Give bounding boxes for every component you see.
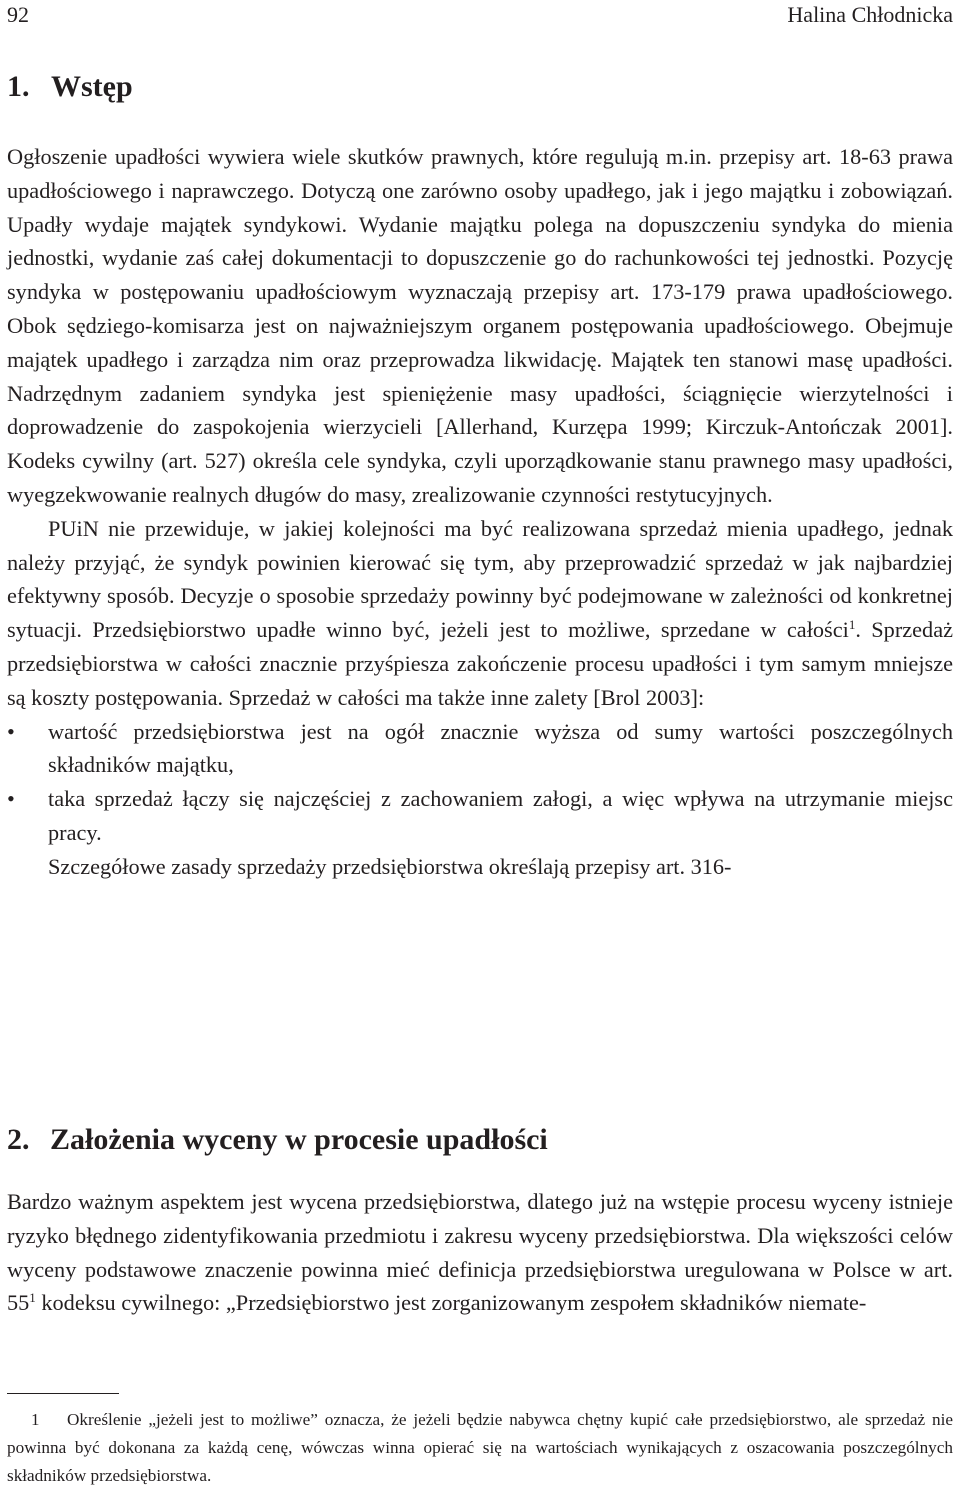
list-item-text: taka sprzedaż łączy się najczęściej z zachowaniem załogi, a więc wpływa na utrzymanie miejsc pracy. — [48, 786, 953, 845]
bullet-icon: • — [7, 786, 15, 812]
paragraph-2-text-a: PUiN nie przewiduje, w jakiej kolejności ma być realizowana sprzedaż mienia upadłego, jednak należy przyjąć, że syndyk powinien kierować się tym, aby przeprowadzić sprzedaż w jak najbardziej efektywny sposób. Decyzje o sposobie sprzedaży powinny być podejmowane w zależności od konkretnej sytuacji. Przedsiębiorstwo upadłe winno być, jeżeli jest to możliwe, sprzedane w całości — [7, 515, 953, 643]
bullet-icon: • — [7, 718, 15, 744]
list-item — [7, 782, 953, 850]
list-item-text: wartość przedsiębiorstwa jest na ogół znacznie wyższa od sumy wartości poszczególnych składników majątku, — [48, 718, 953, 778]
section-1-paragraph-2 — [7, 512, 953, 715]
section-2-paragraph-1 — [7, 1185, 953, 1320]
running-head — [7, 2, 953, 28]
footnote-marker: 1 — [31, 1410, 40, 1429]
section-1-heading — [7, 70, 133, 104]
article-superscript: 1 — [29, 1290, 36, 1306]
footnote — [7, 1406, 953, 1491]
section-1-paragraph-1: Ogłoszenie upadłości wywiera wiele skutków prawnych, które regulują m.in. przepisy art. 18-63 prawa upadłościowego i naprawczego. Dotyczą one zarówno osoby upadłego, jak i jego majątku i zobowiązań. Upadły wydaje majątek syndykowi. Wydanie majątku polega na dopuszczeniu syndyka do mienia jednostki, wydanie zaś całej dokumentacji to dopuszczenie go do rachunkowości tej jednostki. Pozycję syndyka w postępowaniu upadłościowym wyznaczają przepisy art. 173-179 prawa upadłościowego. Obok sędziego-komisarza jest on najważniejszym organem postępowania upadłościowego. Obejmuje majątek upadłego i zarządza nim oraz przeprowadza likwidację. Majątek ten stanowi masę upadłości. Nadrzędnym zadaniem syndyka jest spieniężenie masy upadłości, ściągnięcie wierzytelności i doprowadzenie do zaspokojenia wierzycieli [Allerhand, Kurzępa 1999; Kirczuk-Antończak 2001]. Kodeks cywilny (art. 527) określa cele syndyka, czyli uporządkowanie stanu prawnego masy upadłości, wyegzekwowanie realnych długów do masy, zrealizowanie czynności restytucyjnych. — [7, 144, 953, 507]
section-2-heading — [7, 1123, 548, 1157]
page-number: 92 — [7, 2, 29, 27]
section-2-text-b: kodeksu cywilnego: „Przedsiębiorstwo jest zorganizowanym zespołem składników niemate- — [35, 1290, 867, 1316]
list-item — [7, 715, 953, 783]
section-2-number: 2. — [7, 1123, 30, 1156]
running-head-author: Halina Chłodnicka — [787, 2, 953, 27]
section-2-title: Założenia wyceny w procesie upadłości — [50, 1123, 548, 1156]
advantages-list — [7, 715, 953, 850]
footnote-reference[interactable]: 1 — [848, 617, 856, 633]
section-1-title: Wstęp — [51, 70, 133, 103]
paragraph-2-text-b: . Sprzedaż przedsiębiorstwa w całości znacznie przyśpiesza zakończenie procesu upadłości i tym samym mniejsze są koszty postępowania. Sprzedaż w całości ma także inne zalety [Brol 2003]: — [7, 617, 953, 710]
section-2-body — [7, 1185, 953, 1320]
footnote-divider — [7, 1393, 119, 1394]
section-1-paragraph-3: Szczegółowe zasady sprzedaży przedsiębiorstwa określają przepisy art. 316- — [48, 853, 732, 879]
section-2-text-a: Bardzo ważnym aspektem jest wycena przedsiębiorstwa, dlatego już na wstępie procesu wyceny istnieje ryzyko błędnego zidentyfikowania przedmiotu i zakresu wyceny przedsiębiorstwa. Dla większości celów wyceny podstawowe znaczenie powinna mieć definicja przedsiębiorstwa uregulowana w Polsce w art. 55 — [7, 1189, 953, 1316]
section-1-number: 1. — [7, 70, 30, 103]
section-1-body — [7, 140, 953, 884]
footnote-text: Określenie „jeżeli jest to możliwe” oznacza, że jeżeli będzie nabywca chętny kupić całe przedsiębiorstwo, ale sprzedaż nie powinna być dokonana za każdą cenę, wówczas winna opierać się na wartościach wynikających z oszacowania poszczególnych składników przedsiębiorstwa. — [7, 1410, 953, 1486]
